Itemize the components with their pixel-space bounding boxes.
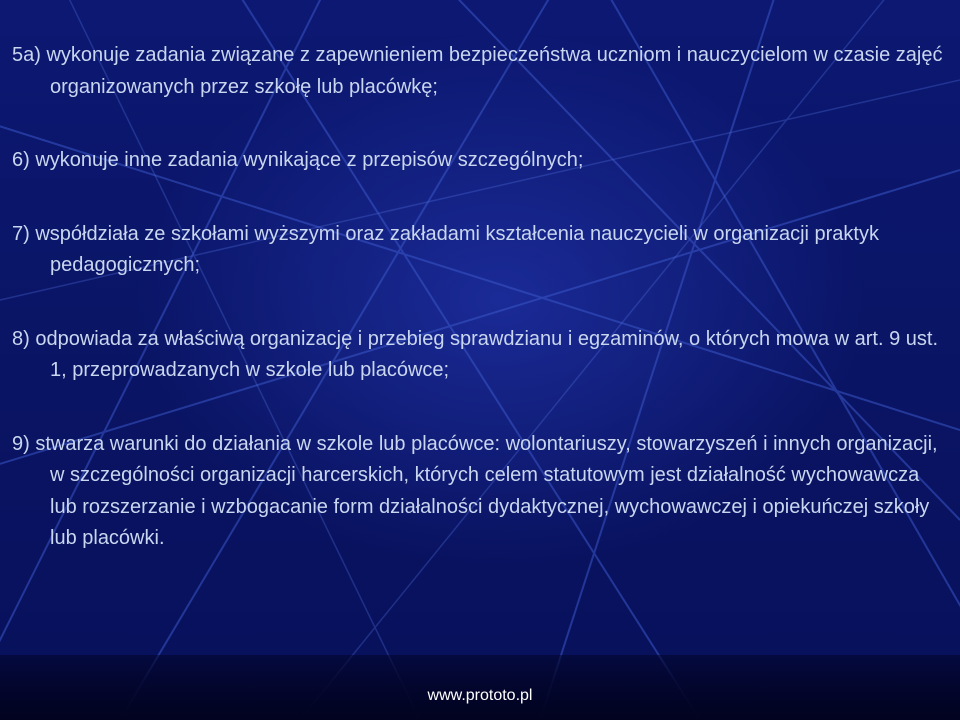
- list-item-7: 7) współdziała ze szkołami wyższymi oraz zakładami kształcenia nauczycieli w organizacji praktyk pedagogicznych;: [12, 222, 879, 276]
- slide-content: [12, 40, 948, 597]
- footer-url: www.prototo.pl: [427, 687, 533, 704]
- list-item-9: 9) stwarza warunki do działania w szkole lub placówce: wolontariuszy, stowarzyszeń i innych organizacji, w szczególności organizacji harcerskich, których celem statutowym jest działalność wychowawcza lub rozszerzanie i wzbogacanie form działalności dydaktycznej, wychowawczej i opiekuńczej szkoły lub placówki.: [12, 432, 938, 549]
- list-item-8: 8) odpowiada za właściwą organizację i przebieg sprawdzianu i egzaminów, o których mowa w art. 9 ust. 1, przeprowadzanych w szkole lub placówce;: [12, 327, 939, 381]
- list-item-5a: 5a) wykonuje zadania związane z zapewnieniem bezpieczeństwa uczniom i nauczycielom w czasie zajęć organizowanych przez szkołę lub placówkę;: [12, 44, 943, 98]
- list-item-6: 6) wykonuje inne zadania wynikające z przepisów szczególnych;: [12, 149, 584, 171]
